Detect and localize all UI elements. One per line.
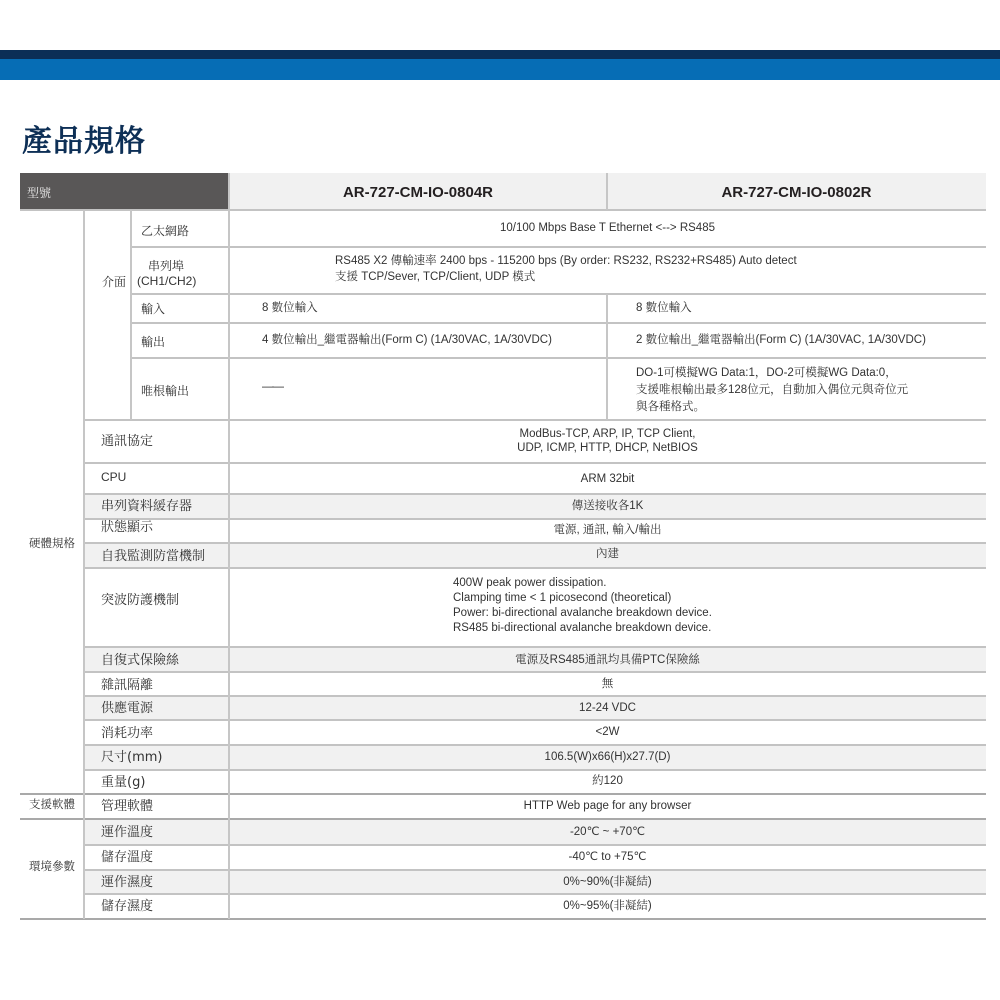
- row-divider: [131, 246, 986, 248]
- st-hum-label: 儲存濕度: [101, 899, 154, 914]
- st-temp-label: 儲存溫度: [101, 850, 154, 865]
- consumption-value: <2W: [595, 726, 620, 738]
- fuse-value: 電源及RS485通訊均具備PTC保險絲: [515, 654, 700, 666]
- cpu-value: ARM 32bit: [580, 473, 635, 485]
- col-divider: [606, 294, 608, 420]
- row-divider: [84, 671, 986, 673]
- row-divider: [84, 695, 986, 697]
- wiegand-value-b-3: 與各種格式。: [636, 401, 705, 413]
- output-value-a: 4 數位輸出_繼電器輸出(Form C) (1A/30VAC, 1A/30VDC): [262, 334, 552, 346]
- management-label: 管理軟體: [101, 799, 154, 814]
- table-bottom: [20, 918, 986, 920]
- wiegand-label: 唯根輸出: [141, 384, 190, 398]
- model-name-b: AR-727-CM-IO-0802R: [721, 184, 872, 201]
- serial-label-1: 串列埠: [148, 259, 185, 273]
- output-label: 輸出: [141, 335, 166, 349]
- isolation-value: 無: [601, 678, 614, 690]
- section-divider: [20, 793, 986, 795]
- row-divider: [20, 209, 986, 211]
- surge-label: 突波防護機制: [101, 593, 180, 608]
- serial-value-1: RS485 X2 傳輸速率 2400 bps - 115200 bps (By order: RS232, RS232+RS485) Auto detect: [335, 255, 797, 267]
- section-divider: [20, 818, 986, 820]
- ethernet-label: 乙太網路: [141, 224, 190, 238]
- group-hardware: 硬體規格: [29, 538, 75, 550]
- input-value-a: 8 數位輸入: [262, 302, 318, 314]
- surge-value-2: Clamping time < 1 picosecond (theoretical): [453, 592, 672, 604]
- serial-label-2: (CH1/CH2): [137, 274, 197, 288]
- op-temp-label: 運作溫度: [101, 825, 154, 840]
- surge-value-4: RS485 bi-directional avalanche breakdown device.: [453, 622, 712, 634]
- status-value: 電源, 通訊, 輸入/輸出: [553, 524, 662, 536]
- output-value-b: 2 數位輸出_繼電器輸出(Form C) (1A/30VAC, 1A/30VDC): [636, 334, 926, 346]
- col-divider: [130, 210, 132, 420]
- protocol-value-2: UDP, ICMP, HTTP, DHCP, NetBIOS: [517, 442, 698, 454]
- st-temp-value: -40℃ to +75℃: [568, 851, 647, 863]
- protocol-label: 通訊協定: [101, 434, 154, 449]
- model-name-a: AR-727-CM-IO-0804R: [342, 184, 494, 201]
- isolation-label: 雜訊隔離: [101, 678, 154, 693]
- input-value-b: 8 數位輸入: [636, 302, 692, 314]
- watchdog-label: 自我監測防當機制: [101, 549, 206, 564]
- dimensions-label: 尺寸(mm): [101, 750, 163, 765]
- row-divider: [84, 646, 986, 648]
- op-hum-label: 運作濕度: [101, 875, 154, 890]
- input-label: 輸入: [141, 302, 166, 316]
- row-divider: [84, 769, 986, 771]
- wiegand-value-b-1: DO-1可模擬WG Data:1，DO-2可模擬WG Data:0，: [636, 367, 897, 379]
- weight-label: 重量(g): [101, 775, 146, 790]
- row-divider: [131, 322, 986, 324]
- row-divider: [84, 719, 986, 721]
- wiegand-value-a: ——: [262, 379, 282, 393]
- model-header-cell: [20, 173, 229, 210]
- row-divider: [84, 744, 986, 746]
- row-divider: [84, 567, 986, 569]
- row-divider: [131, 357, 986, 359]
- col-divider: [606, 173, 608, 210]
- header-band-blue: [0, 59, 1000, 80]
- wiegand-value-b-2: 支援唯根輸出最多128位元，自動加入偶位元與奇位元: [636, 384, 909, 396]
- consumption-label: 消耗功率: [101, 726, 154, 741]
- group-software: 支援軟體: [29, 799, 75, 811]
- ethernet-value: 10/100 Mbps Base T Ethernet <--> RS485: [499, 222, 715, 234]
- weight-value: 約120: [592, 775, 623, 787]
- page-title: 產品規格: [22, 124, 146, 159]
- status-label: 狀態顯示: [101, 520, 154, 535]
- buffer-label: 串列資料緩存器: [101, 499, 193, 514]
- surge-value-1: 400W peak power dissipation.: [453, 577, 607, 589]
- protocol-value-1: ModBus-TCP, ARP, IP, TCP Client,: [519, 428, 696, 440]
- row-divider: [84, 462, 986, 464]
- group-environment: 環境參數: [29, 861, 75, 873]
- power-label: 供應電源: [101, 701, 154, 716]
- serial-value-2: 支援 TCP/Sever, TCP/Client, UDP 模式: [335, 271, 536, 283]
- cpu-label: CPU: [101, 470, 127, 484]
- buffer-value: 傳送接收各1K: [571, 500, 644, 512]
- row-divider: [84, 518, 986, 520]
- group-interface: 介面: [101, 275, 126, 289]
- row-divider: [84, 542, 986, 544]
- row-divider: [84, 893, 986, 895]
- dimensions-value: 106.5(W)x66(H)x27.7(D): [544, 751, 671, 763]
- op-hum-value: 0%~90%(非凝結): [563, 876, 652, 888]
- st-hum-value: 0%~95%(非凝結): [563, 900, 652, 912]
- fuse-label: 自復式保險絲: [101, 653, 180, 668]
- header-band-dark: [0, 50, 1000, 59]
- management-value: HTTP Web page for any browser: [523, 800, 692, 812]
- surge-value-3: Power: bi-directional avalanche breakdown device.: [453, 607, 712, 619]
- row-divider: [84, 869, 986, 871]
- row-divider: [131, 293, 986, 295]
- model-label: 型號: [27, 186, 52, 200]
- row-divider: [84, 419, 986, 421]
- power-value: 12-24 VDC: [579, 702, 636, 714]
- watchdog-value: 內建: [596, 548, 619, 560]
- op-temp-value: -20℃ ~ +70℃: [569, 826, 646, 838]
- row-divider: [84, 493, 986, 495]
- row-divider: [84, 844, 986, 846]
